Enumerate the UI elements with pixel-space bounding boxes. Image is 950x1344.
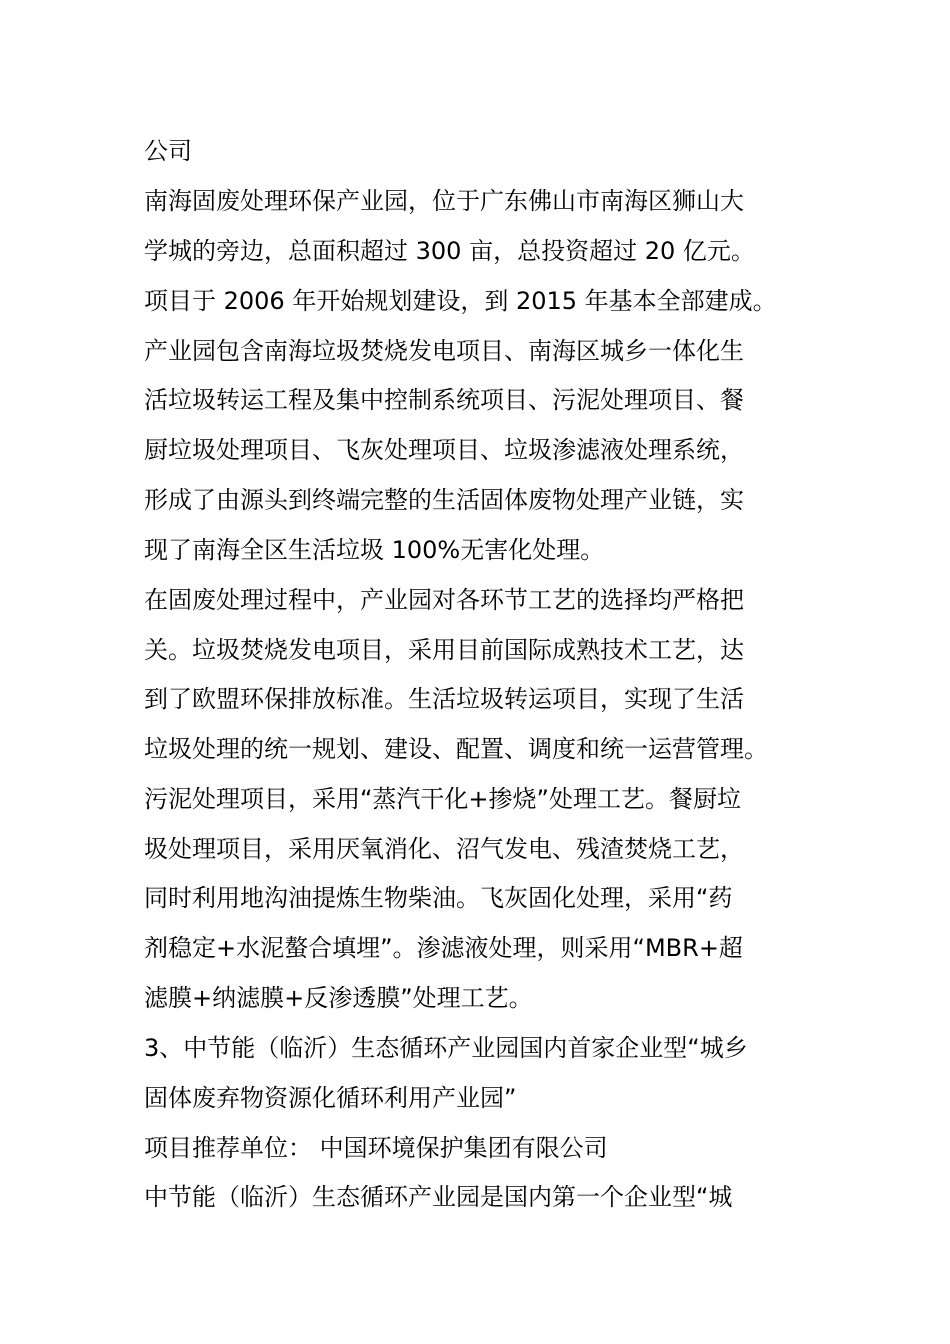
text-line: 污泥处理项目，采用“蒸汽干化+掺烧”处理工艺。餐厨垃	[144, 785, 741, 813]
text-line: 形成了由源头到终端完整的生活固体废物处理产业链，实	[144, 486, 744, 514]
text-line: 到了欧盟环保排放标准。生活垃圾转运项目，实现了生活	[144, 685, 744, 713]
text-line: 中节能（临沂）生态循环产业园是国内第一个企业型“城	[144, 1183, 733, 1211]
text-line: 同时利用地沟油提炼生物柴油。飞灰固化处理，采用“药	[144, 884, 733, 912]
text-line: 项目于 2006 年开始规划建设，到 2015 年基本全部建成。	[144, 287, 777, 315]
text-line: 产业园包含南海垃圾焚烧发电项目、南海区城乡一体化生	[144, 337, 744, 365]
text-line: 学城的旁边，总面积超过 300 亩，总投资超过 20 亿元。	[144, 237, 755, 265]
section-heading-line: 固体废弃物资源化循环利用产业园”	[144, 1084, 517, 1112]
text-line: 现了南海全区生活垃圾 100%无害化处理。	[144, 536, 605, 564]
section-heading-line: 3、中节能（临沂）生态循环产业园国内首家企业型“城乡	[144, 1034, 748, 1062]
text-line: 滤膜+纳滤膜+反渗透膜”处理工艺。	[144, 984, 533, 1012]
text-line: 在固废处理过程中，产业园对各环节工艺的选择均严格把	[144, 586, 744, 614]
text-line: 圾处理项目，采用厌氧消化、沼气发电、残渣焚烧工艺，	[144, 835, 744, 863]
text-line: 活垃圾转运工程及集中控制系统项目、污泥处理项目、餐	[144, 386, 744, 414]
recommending-unit-line: 项目推荐单位： 中国环境保护集团有限公司	[144, 1134, 608, 1162]
text-line: 关。垃圾焚烧发电项目，采用目前国际成熟技术工艺，达	[144, 636, 744, 664]
text-line-continuation: 公司	[144, 137, 192, 165]
text-line: 厨垃圾处理项目、飞灰处理项目、垃圾渗滤液处理系统，	[144, 436, 744, 464]
text-line: 剂稳定+水泥螯合填埋”。渗滤液处理，则采用“MBR+超	[144, 934, 743, 962]
text-line: 南海固废处理环保产业园，位于广东佛山市南海区狮山大	[144, 187, 744, 215]
text-line: 垃圾处理的统一规划、建设、配置、调度和统一运营管理。	[144, 735, 768, 763]
